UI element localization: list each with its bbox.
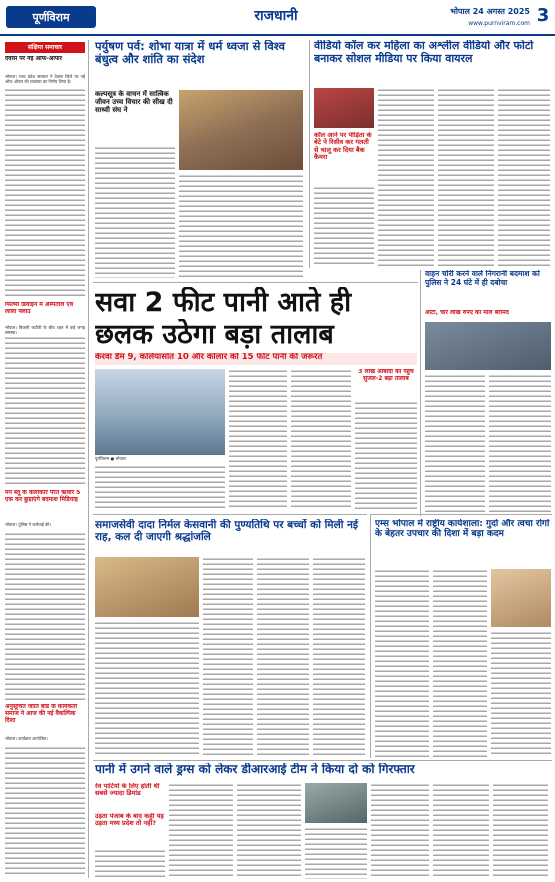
story-subhead: ऑटो, चार लाख रुपए का माल बरामद: [425, 310, 509, 316]
brief-text-lines: [5, 88, 85, 298]
story-headline: पर्युषण पर्व: शोभा यात्रा में धर्म ध्वजा से विश्व बंधुत्व और शांति का संदेश: [95, 40, 286, 67]
story-text-lines: [203, 557, 253, 757]
lead-story: [93, 282, 418, 510]
left-column: [3, 40, 89, 878]
story-text-lines: [371, 783, 429, 879]
story-text-lines: [169, 783, 233, 879]
pull-quote: रेव पार्टियों के लिए होती थी सबसे ज्यादा डिमांड: [95, 783, 160, 798]
masthead: [0, 0, 555, 36]
lead-headline-line1: सवा 2 फीट पानी आते ही: [95, 287, 352, 318]
story-aiims: [370, 514, 552, 758]
story-text-lines: [355, 401, 417, 509]
site-url: www.purnviram.com: [468, 20, 530, 27]
story-text-lines: [438, 88, 494, 266]
brief-text-lines: [5, 336, 85, 486]
story-text-lines: [491, 631, 551, 757]
section-label: राजधानी: [254, 8, 298, 24]
story-text-lines: [314, 186, 374, 266]
procession-photo: [179, 90, 303, 170]
story-vehicle-theft: [420, 270, 552, 516]
story-kesvani: [93, 514, 367, 758]
lead-subhead: केरवा डैम 9, कलियासोत 10 और कोलार को 15 फीट पानी की जरूरत: [95, 353, 417, 365]
story-text-lines: [229, 369, 287, 509]
brief-headline: फिल्मी डिवाइन में अस्पताल एवं लाला फ्लाउ: [5, 302, 74, 315]
lead-box-headline: 3 लाख आबादी को पहुंच सुजल-2 बड़ा तालाब: [358, 369, 414, 382]
tribute-photo: [95, 557, 199, 617]
story-text-lines: [433, 783, 489, 879]
story-text-lines: [425, 374, 485, 514]
story-text-lines: [498, 88, 550, 266]
accused-photo: [425, 322, 551, 370]
story-text-lines: [95, 621, 199, 757]
brief-text-lines: [5, 532, 85, 700]
story-headline: पानी में उगने वाले ड्रग्स को लेकर डीआरआई टीम ने किया दो को गिरफ्तार: [95, 763, 415, 776]
story-text-lines: [179, 174, 303, 278]
brand-logo: [6, 6, 96, 28]
seized-drugs-photo: [305, 783, 367, 823]
brief-headline: अनुसूचित जाति बोर्ड के कार्यकर्ता समाज ने आज की नई वैकल्पिक दिशा: [5, 704, 78, 724]
story-text-lines: [95, 146, 175, 278]
brief-headline: मैन ब्लू के कलाकार पैरत ऋधीर 5 एक कर छुड़ाएंगे बदमाश मिडियाह: [5, 490, 81, 503]
page-number: 3: [536, 5, 550, 26]
story-dri-drugs: [93, 760, 552, 880]
story-headline: एम्स भोपाल में राष्ट्रीय कार्यशाला: गुर्दा और त्वचा रोगों के बेहतर उपचार की दिशा में बड़ा कदम: [375, 519, 550, 540]
story-video-call: [309, 40, 552, 268]
story-text-lines: [95, 465, 225, 509]
story-text-lines: [291, 369, 351, 509]
story-text-lines: [378, 88, 434, 266]
brief-body: भोपाल। मध्य प्रदेश सरकार ने देवास जिले पर नई ऑफ ऑफर की व्यवस्था का निर्णय लिया है।: [5, 74, 85, 85]
issue-date: भोपाल 24 अगस्त 2025: [450, 7, 530, 16]
story-text-lines: [493, 783, 548, 879]
story-text-lines: [313, 557, 365, 757]
workshop-photo: [491, 569, 551, 627]
story-text-lines: [95, 849, 165, 879]
story-headline: वाहन चोरी करने वाले निगरानी बदमाश को पुलिस ने 24 घंटे में ही दबोचा: [425, 270, 540, 287]
story-subhead: कॉल आने पर पीड़िता के बेटे ने रिसीव कर गलती से चालू कर दिया बैक कैमरा: [314, 132, 372, 162]
story-text-lines: [237, 783, 301, 879]
brand-name: पूर्णविराम: [32, 10, 70, 24]
pull-quote: उड़ता पंजाब के बाद कहीं यह उड़ता मध्य प्रदेश तो नहीं?: [95, 813, 164, 828]
brief-body: भोपाल। बिजली कटौती के बीच शहर में कई जगह समस्या।: [5, 325, 85, 335]
story-text-lines: [489, 374, 551, 514]
story-text-lines: [257, 557, 309, 757]
story-text-lines: [305, 827, 367, 879]
brief-body: भोपाल। कार्यक्रम आयोजित।: [5, 736, 48, 741]
victim-photo: [314, 88, 374, 128]
story-headline: वीडियो कॉल कर महिला का अश्लील वीडियो और फोटो बनाकर सोशल मीडिया पर किया वायरल: [314, 40, 534, 65]
brief-body: भोपाल। पुलिस ने कार्रवाई की।: [5, 522, 52, 527]
brief-text-lines: [5, 746, 85, 874]
photo-caption: पूर्णविराम ● भोपाल: [95, 456, 126, 461]
brief-headline: देवास पर नई ऑफ-ऑफर: [5, 56, 63, 62]
story-text-lines: [375, 569, 429, 757]
story-text-lines: [433, 569, 487, 757]
story-headline: समाजसेवी दादा निर्मल केसवानी की पुण्यतिथि पर बच्चों को मिली नई राह, कल दी जाएगी श्रद्धांजलि: [95, 519, 359, 544]
lead-headline-line2: छलक उठेगा बड़ा तालाब: [95, 319, 334, 350]
lake-photo: [95, 369, 225, 455]
story-paryushan: [93, 40, 305, 280]
story-subhead: कल्पसूत्र के वाचन में सात्विक जीवन उच्च विचार की सीख दी साध्वी संघ ने: [95, 90, 173, 115]
briefs-tag: संक्षिप्त समाचार: [5, 42, 85, 53]
